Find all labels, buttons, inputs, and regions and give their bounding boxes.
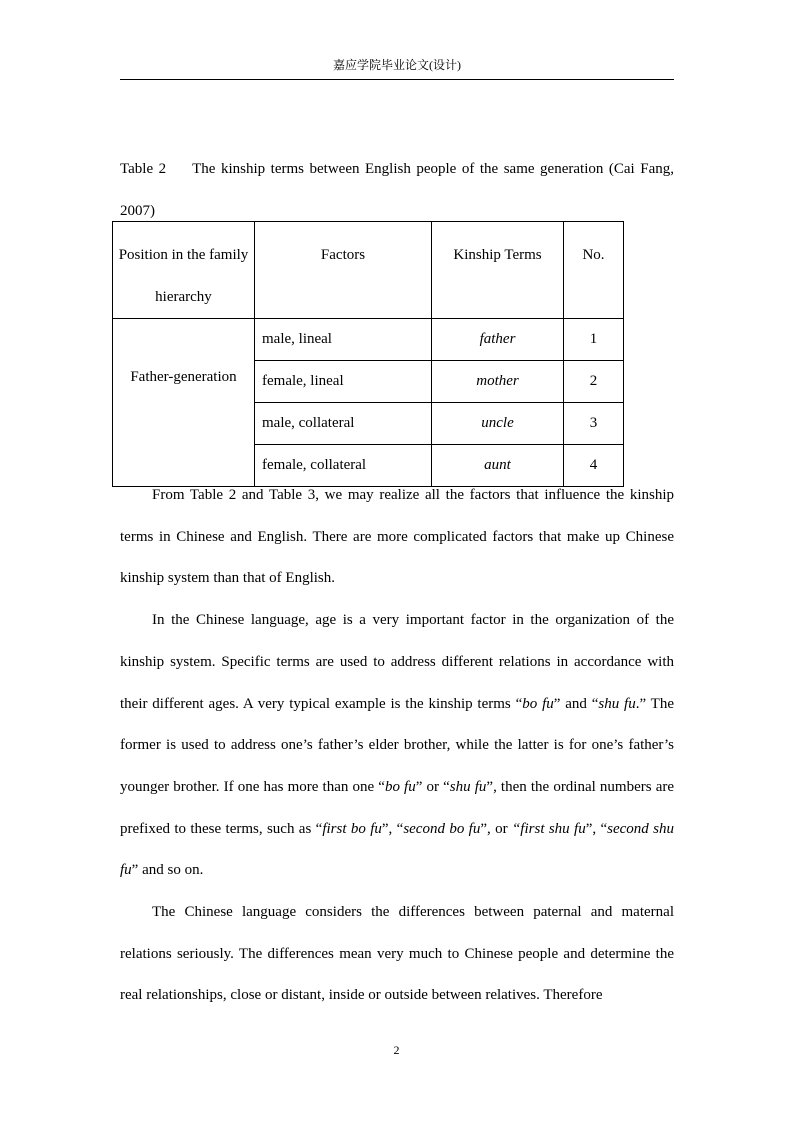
term-shu-fu: shu fu [449, 778, 487, 795]
paragraph-3: The Chinese language considers the differences between paternal and maternal relations seriously. The differences mean very much to Chinese people and determine the real relationships, close or distant, inside or outside between relatives. Therefore [120, 904, 674, 1004]
factor-cell: female, collateral [255, 445, 432, 487]
term-first-shu-fu: “first shu fu [511, 820, 586, 837]
term-second-shu-fu: second shu fu [120, 820, 674, 879]
term-first-bo-fu: first bo fu [322, 820, 382, 837]
term-shu-fu: shu fu [598, 695, 636, 712]
table-caption-text: The kinship terms between English people of the same generation (Cai Fang, 2007) [120, 161, 674, 219]
no-cell: 3 [564, 403, 624, 445]
body-text [120, 475, 674, 1017]
no-cell: 2 [564, 361, 624, 403]
header-kinship-terms: Kinship Terms [432, 222, 564, 319]
header-factors: Factors [255, 222, 432, 319]
table-row [113, 319, 624, 361]
term-bo-fu: bo fu [522, 695, 554, 712]
page-header: 嘉应学院毕业论文(设计) [120, 56, 674, 80]
paragraph-2: In the Chinese language, age is a very important factor in the organization of the kinship system. Specific terms are used to address different relations in accordance with their different ages. A very typical example is the kinship terms “bo fu” and “shu fu.” The former is used to address one’s father’s elder brother, while the latter is for one’s father’s younger brother. If one has more than one “bo fu” or “shu fu”, then the ordinal numbers are prefixed to these terms, such as “first bo fu”, “second bo fu”, or “first shu fu”, “second shu fu” and so on. [120, 612, 675, 879]
term-cell: mother [432, 361, 564, 403]
group-cell: Father-generation [113, 319, 255, 487]
page-number: 2 [393, 1043, 400, 1057]
term-cell: uncle [432, 403, 564, 445]
factor-cell: male, collateral [255, 403, 432, 445]
factor-cell: male, lineal [255, 319, 432, 361]
term-bo-fu: bo fu [384, 778, 416, 795]
header-no: No. [564, 222, 624, 319]
table-caption-label: Table 2 [120, 161, 167, 177]
term-second-bo-fu: second bo fu [403, 820, 481, 837]
factor-cell: female, lineal [255, 361, 432, 403]
kinship-table [112, 221, 624, 487]
table-header-row [113, 222, 624, 319]
paragraph-1: From Table 2 and Table 3, we may realize all the factors that influence the kinship terms in Chinese and English. There are more complicated factors that make up Chinese kinship system than that of English. [120, 487, 674, 587]
header-position: Position in the family hierarchy [113, 222, 255, 319]
term-cell: father [432, 319, 564, 361]
no-cell: 4 [564, 445, 624, 487]
no-cell: 1 [564, 319, 624, 361]
term-cell: aunt [432, 445, 564, 487]
table-caption [120, 148, 674, 232]
